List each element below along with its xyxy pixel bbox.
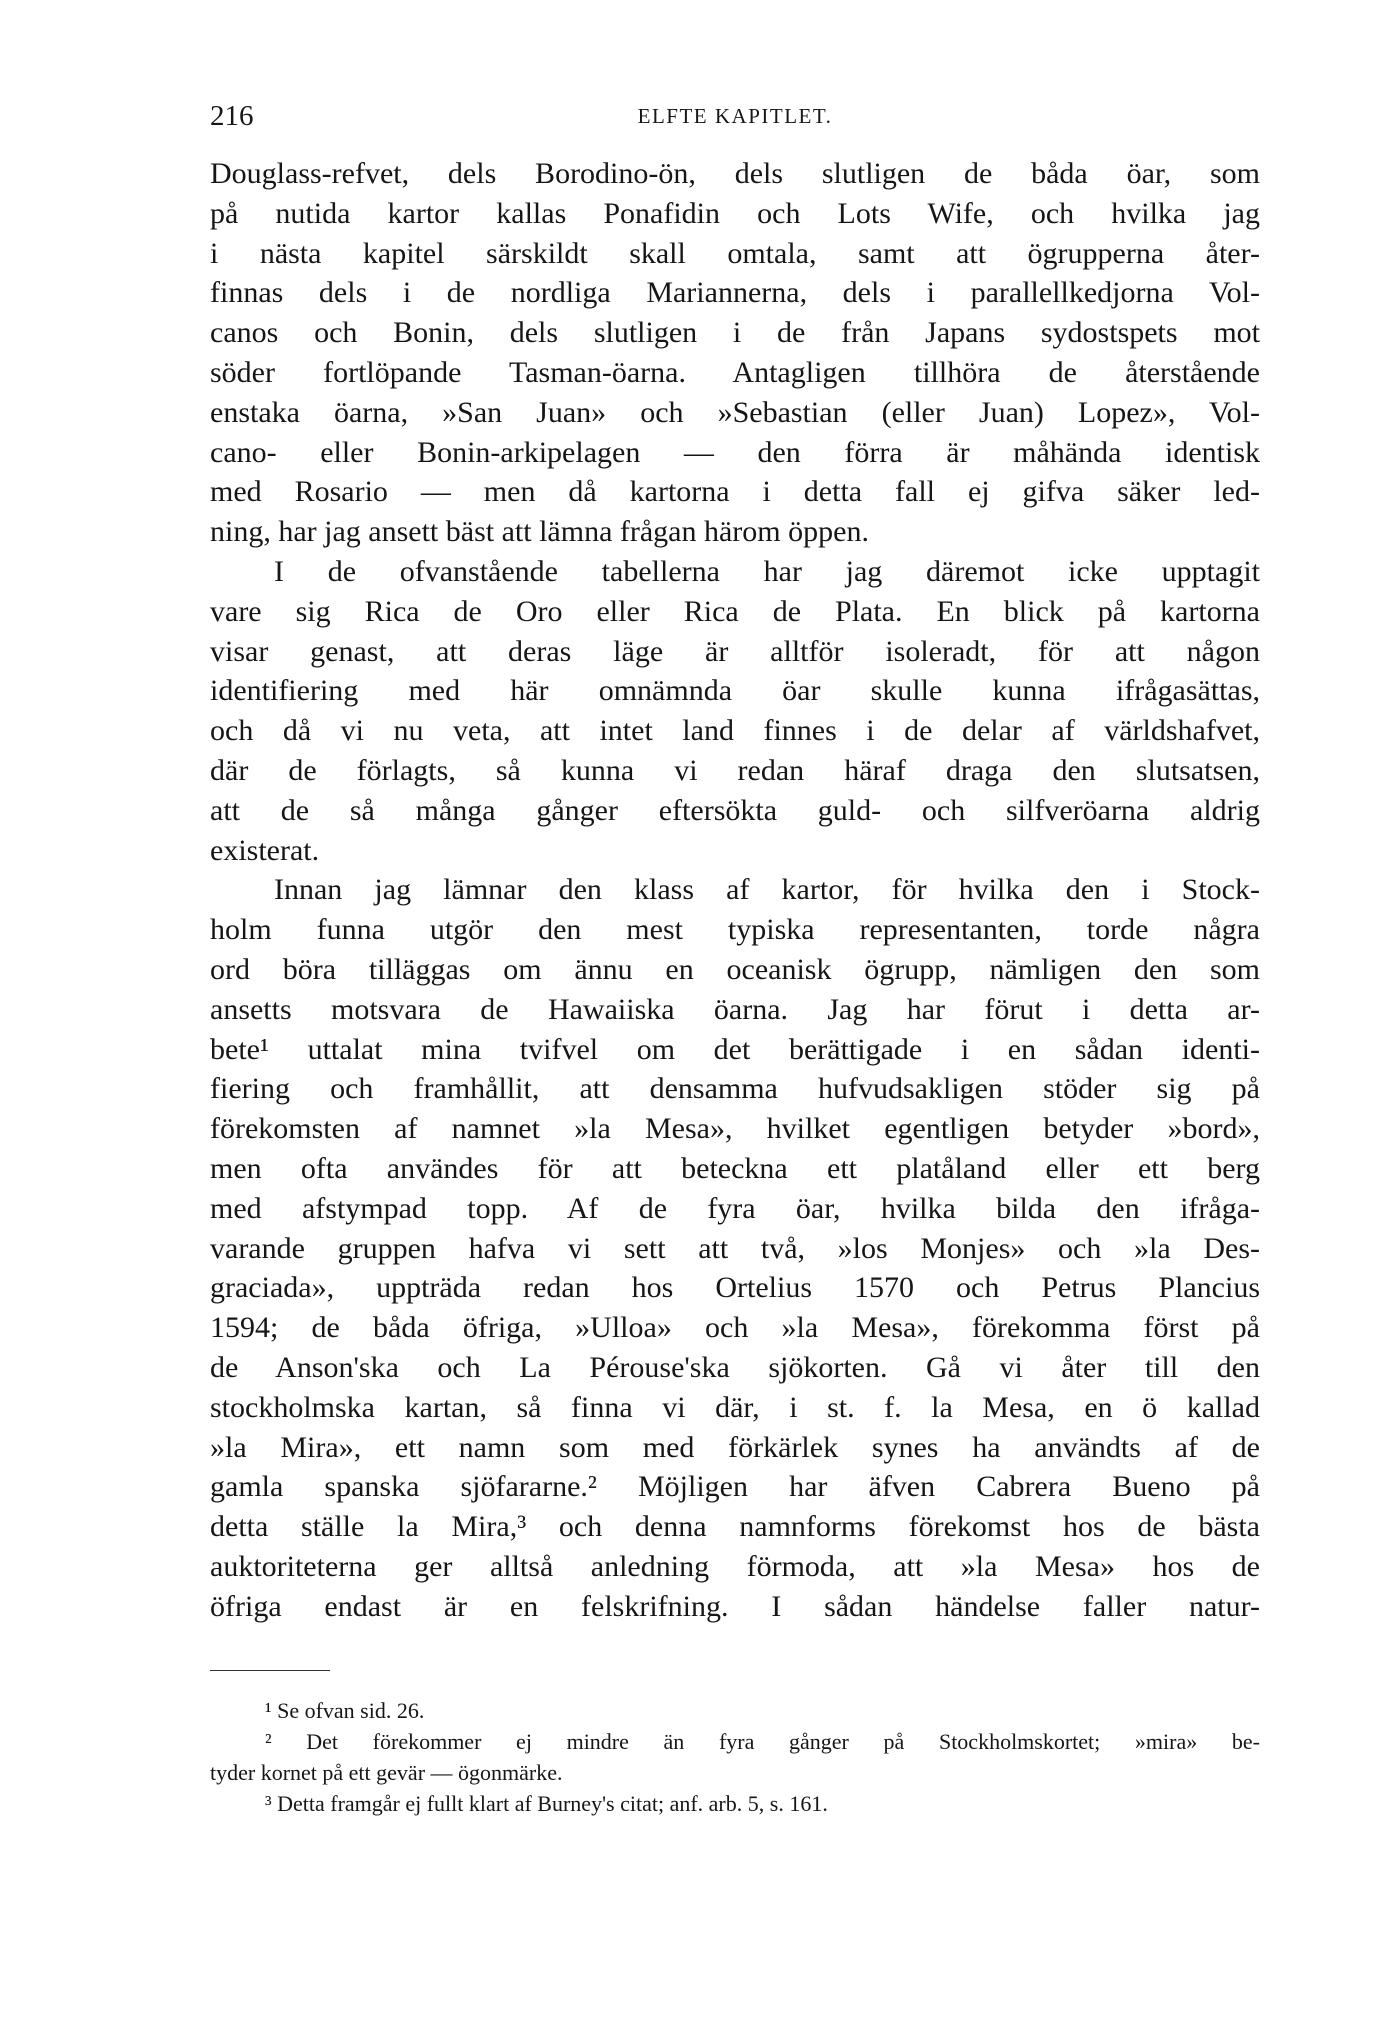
text-line: i nästa kapitel särskildt skall omtala, samt att ögrupperna åter-: [210, 236, 1260, 270]
text-line: »la Mira», ett namn som med förkärlek synes ha användts af de: [210, 1430, 1260, 1464]
text-line: med Rosario — men då kartorna i detta fall ej gifva säker led-: [210, 475, 1260, 509]
text-line: Douglass-refvet, dels Borodino-ön, dels slutligen de båda öar, som: [210, 157, 1260, 190]
running-head: ELFTE KAPITLET.: [637, 104, 833, 128]
text-line: men ofta användes för att beteckna ett platåland eller ett berg: [210, 1151, 1260, 1185]
text-line: graciada», uppträda redan hos Ortelius 1570 och Petrus Plancius: [210, 1271, 1260, 1305]
text-line: ning, har jag ansett bäst att lämna frågan härom öppen.: [210, 515, 869, 549]
page-header: [210, 96, 1260, 136]
page-number: 216: [210, 100, 254, 132]
text-line: finnas dels i de nordliga Mariannerna, dels i parallellkedjorna Vol-: [210, 276, 1260, 310]
text-line: ord böra tilläggas om ännu en oceanisk ögrupp, nämligen den som: [210, 952, 1260, 986]
text-line: Innan jag lämnar den klass af kartor, för hvilka den i Stock-: [274, 873, 1260, 907]
text-line: där de förlagts, så kunna vi redan häraf draga den slutsatsen,: [210, 753, 1260, 787]
text-line: bete¹ uttalat mina tvifvel om det berättigade i en sådan identi-: [210, 1032, 1260, 1066]
text-line: 1594; de båda öfriga, »Ulloa» och »la Mesa», förekomma först på: [210, 1311, 1260, 1345]
footnote-divider: [210, 1670, 330, 1671]
text-line: på nutida kartor kallas Ponafidin och Lots Wife, och hvilka jag: [210, 196, 1260, 230]
text-line: auktoriteterna ger alltså anledning förmoda, att »la Mesa» hos de: [210, 1549, 1260, 1583]
footnote-line: ² Det förekommer ej mindre än fyra gånger på Stockholmskortet; »mira» be-: [265, 1729, 1260, 1754]
text-line: I de ofvanstående tabellerna har jag däremot icke upptagit: [274, 554, 1260, 588]
text-line: canos och Bonin, dels slutligen i de från Japans sydostspets mot: [210, 316, 1260, 350]
text-line: enstaka öarna, »San Juan» och »Sebastian (eller Juan) Lopez», Vol-: [210, 395, 1260, 429]
text-line: detta ställe la Mira,³ och denna namnforms förekomst hos de bästa: [210, 1510, 1260, 1544]
text-line: cano- eller Bonin-arkipelagen — den förra är måhända identisk: [210, 435, 1260, 469]
text-line: ansetts motsvara de Hawaiiska öarna. Jag har förut i detta ar-: [210, 992, 1260, 1026]
text-line: identifiering med här omnämnda öar skulle kunna ifrågasättas,: [210, 674, 1260, 708]
text-line: varande gruppen hafva vi sett att två, »los Monjes» och »la Des-: [210, 1231, 1260, 1265]
text-line: att de så många gånger eftersökta guld- och silfveröarna aldrig: [210, 793, 1260, 827]
text-line: öfriga endast är en felskrifning. I sådan händelse faller natur-: [210, 1589, 1260, 1623]
text-line: söder fortlöpande Tasman-öarna. Antagligen tillhöra de återstående: [210, 355, 1260, 389]
text-line: vare sig Rica de Oro eller Rica de Plata. En blick på kartorna: [210, 594, 1260, 628]
footnote-line: ¹ Se ofvan sid. 26.: [265, 1698, 425, 1723]
text-line: stockholmska kartan, så finna vi där, i st. f. la Mesa, en ö kallad: [210, 1390, 1260, 1424]
text-line: och då vi nu veta, att intet land finnes i de delar af världshafvet,: [210, 714, 1260, 748]
text-line: med afstympad topp. Af de fyra öar, hvilka bilda den ifråga-: [210, 1191, 1260, 1225]
footnotes: [210, 1695, 1260, 1819]
text-line: visar genast, att deras läge är alltför isoleradt, för att någon: [210, 634, 1260, 668]
text-line: de Anson'ska och La Pérouse'ska sjökorten. Gå vi åter till den: [210, 1350, 1260, 1384]
footnote-line: tyder kornet på ett gevär — ögonmärke.: [210, 1760, 563, 1785]
text-line: existerat.: [210, 833, 320, 867]
text-line: gamla spanska sjöfararne.² Möjligen har äfven Cabrera Bueno på: [210, 1470, 1260, 1504]
text-line: holm funna utgör den mest typiska representanten, torde några: [210, 913, 1260, 947]
body-text: [210, 154, 1260, 1626]
footnote-line: ³ Detta framgår ej fullt klart af Burney's citat; anf. arb. 5, s. 161.: [265, 1791, 828, 1816]
text-line: förekomsten af namnet »la Mesa», hvilket egentligen betyder »bord»,: [210, 1112, 1260, 1146]
text-line: fiering och framhållit, att densamma hufvudsakligen stöder sig på: [210, 1072, 1260, 1106]
